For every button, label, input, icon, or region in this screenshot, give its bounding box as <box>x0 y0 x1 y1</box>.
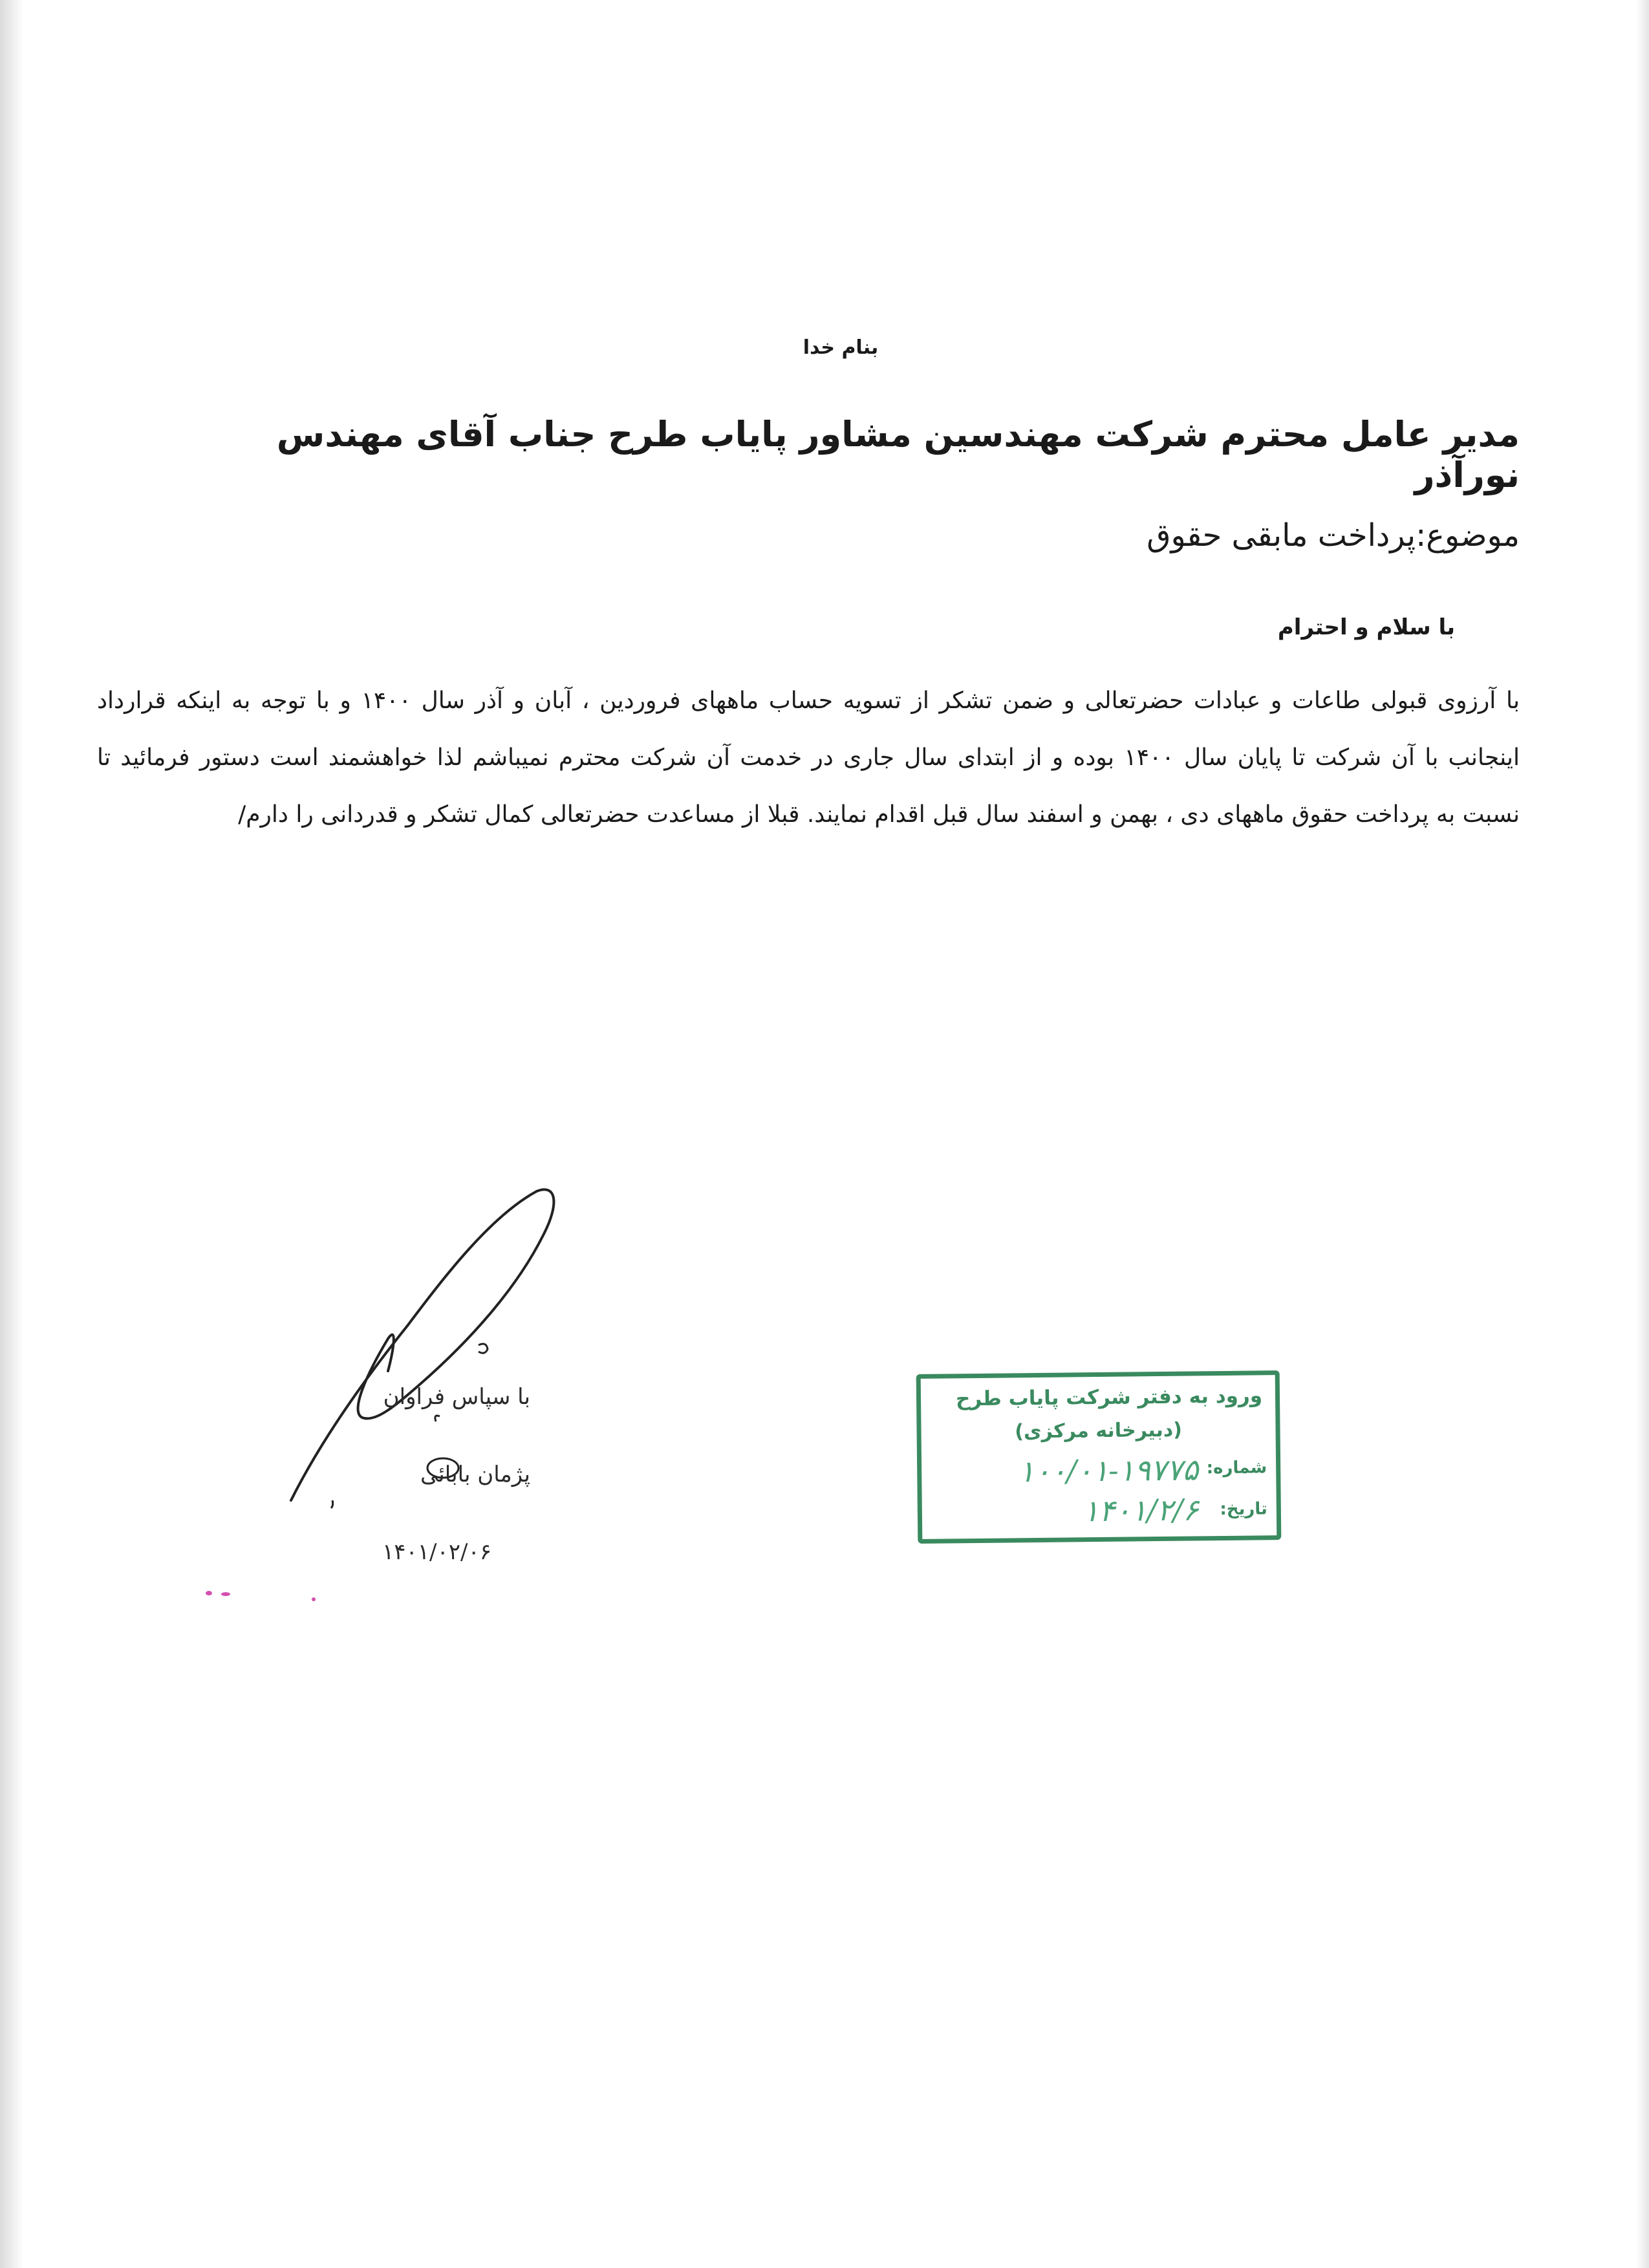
stamp-office-line: ورود به دفتر شرکت پایاب طرح <box>955 1384 1263 1411</box>
closing-phrase: با سپاس فراوان <box>383 1384 530 1410</box>
signer-name: پژمان بابائی <box>420 1462 530 1487</box>
ink-speck <box>312 1597 316 1601</box>
stamp-department-line: (دبیرخانه مرکزی) <box>1015 1418 1183 1443</box>
ink-speck <box>221 1592 230 1596</box>
addressee-line: مدیر عامل محترم شرکت مهندسین مشاور پایاب طرح جناب آقای مهندس نورآذر <box>276 414 1520 495</box>
scan-edge-shadow-left <box>0 0 23 2268</box>
signature-date: ۱۴۰۱/۰۲/۰۶ <box>382 1539 491 1565</box>
stamp-date-value: ۱۴۰۱/۲/۶ <box>1083 1492 1200 1529</box>
subject-line: موضوع:پرداخت مابقی حقوق <box>1147 517 1520 554</box>
signature-block <box>272 1384 530 1565</box>
stamp-number-value: ۱۰۰/۰۱-۱۹۷۷۵ <box>1018 1452 1199 1489</box>
letter-body: با آرزوی قبولی طاعات و عبادات حضرتعالی و ضمن تشکر از تسویه حساب ماههای فروردین ، آبان و آذر سال ۱۴۰۰ و با توجه به اینکه قرارداد اینجانب با آن شرکت تا پایان سال ۱۴۰۰ بوده و از ابتدای سال جاری در خدمت آن شرکت محترم نمیباشم لذا خواهشمند است دستور فرمائید تا نسبت به پرداخت حقوق ماههای دی ، بهمن و اسفند سال قبل اقدام نمایند. قبلا از مساعدت حضرتعالی کمال تشکر و قدردانی را دارم/ <box>97 687 1520 828</box>
stamp-date-label: تاریخ: <box>1220 1499 1268 1520</box>
stamp-number-label: شماره: <box>1206 1458 1267 1478</box>
ink-speck <box>206 1591 212 1595</box>
scan-edge-shadow-right <box>1636 0 1649 2268</box>
receipt-stamp <box>916 1370 1282 1544</box>
greeting-line: با سلام و احترام <box>1277 614 1455 640</box>
basmala-heading: بنام خدا <box>803 336 879 359</box>
